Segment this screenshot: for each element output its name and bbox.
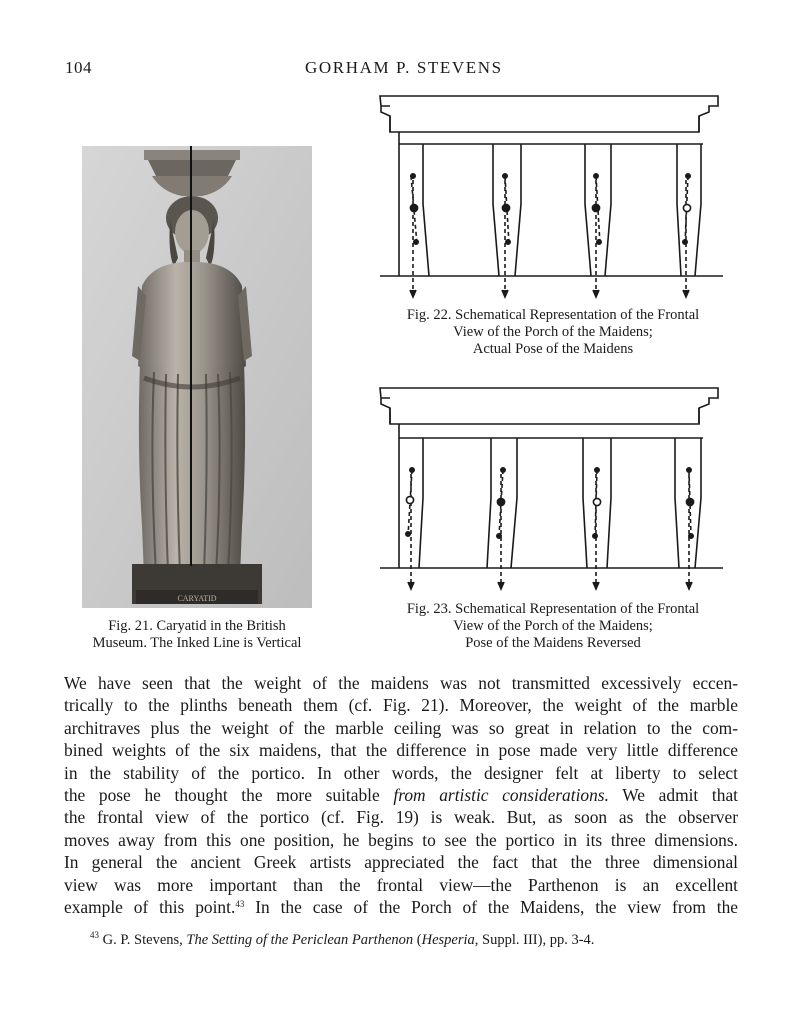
fig21-caption-line1: Fig. 21. Caryatid in the British	[108, 618, 286, 634]
footnote-mid: (	[413, 932, 422, 948]
page-number: 104	[65, 58, 92, 77]
body-paragraph	[64, 672, 738, 918]
footnote-reference: 43	[235, 899, 245, 910]
body-line: moves away from this one position, he begins to see the portico in its three dimensions.	[64, 829, 738, 850]
fig23-caption-line2: View of the Porch of the Maidens;	[453, 618, 653, 634]
body-line	[64, 896, 738, 918]
body-text: example of this point.	[64, 897, 236, 918]
footnote-author: G. P. Stevens,	[99, 932, 187, 948]
fig22-caption-line3: Actual Pose of the Maidens	[472, 341, 634, 357]
body-line: view was more important than the frontal view—the Parthenon is an excellent	[64, 874, 738, 895]
body-text: We admit that	[608, 785, 739, 806]
emphasis-text: from artistic considerations.	[393, 785, 609, 806]
footnote-journal: Hesperia	[421, 932, 475, 948]
fig23-caption	[368, 601, 738, 652]
footnote-marker: 43	[90, 930, 99, 940]
fig23-portico-diagram	[375, 386, 730, 592]
footnote-title: The Setting of the Periclean Parthenon	[186, 932, 414, 948]
fig23-maiden-1	[406, 438, 423, 589]
fig22-maiden-4	[677, 144, 701, 297]
fig22-maiden-1	[410, 144, 429, 297]
fig22-caption	[368, 307, 738, 358]
fig22-maiden-3	[585, 144, 611, 297]
body-line: in the stability of the portico. In other words, the designer felt at liberty to select	[64, 762, 738, 783]
body-line: architraves plus the weight of the marble ceiling was so great in relation to the com-	[64, 717, 738, 738]
body-text: In the case of the Porch of the Maidens, the view from the	[244, 897, 738, 918]
body-line: In general the ancient Greek artists appreciated the fact that the three dimensional	[64, 852, 738, 873]
caryatid-illustration	[82, 146, 312, 608]
body-line: trically to the plinths beneath them (cf. Fig. 21). Moreover, the weight of the marble	[64, 695, 738, 716]
fig22-portico-diagram	[375, 94, 730, 300]
body-text: the pose he thought the more suitable	[64, 785, 394, 806]
running-head: GORHAM P. STEVENS	[305, 58, 503, 77]
fig22-entablature	[380, 96, 718, 132]
body-line	[64, 784, 738, 806]
fig23-caption-line1: Fig. 23. Schematical Representation of the Frontal	[406, 601, 700, 617]
footnote	[90, 932, 740, 949]
fig21-caption	[62, 618, 332, 652]
fig21-caption-line2: Museum. The Inked Line is Vertical	[92, 635, 302, 651]
fig23-maiden-4	[675, 438, 701, 589]
fig21-caryatid-photo	[82, 146, 312, 608]
fig22-caption-line2: View of the Porch of the Maidens;	[453, 324, 653, 340]
footnote-tail: , Suppl. III), pp. 3-4.	[474, 932, 595, 948]
fig22-maiden-2	[493, 144, 521, 297]
body-line: bined weights of the six maidens, that the difference in pose made very little difference	[64, 740, 738, 761]
fig23-caption-line3: Pose of the Maidens Reversed	[465, 635, 641, 651]
fig23-maiden-2	[487, 438, 517, 589]
body-line: the frontal view of the portico (cf. Fig. 19) is weak. But, as soon as the observer	[64, 807, 738, 828]
fig23-entablature	[380, 388, 718, 424]
plinth-label: CARYATID	[177, 594, 217, 603]
body-line: We have seen that the weight of the maidens was not transmitted excessively eccen-	[64, 673, 738, 693]
fig23-maiden-3	[583, 438, 611, 589]
fig22-caption-line1: Fig. 22. Schematical Representation of the Frontal	[406, 307, 700, 323]
